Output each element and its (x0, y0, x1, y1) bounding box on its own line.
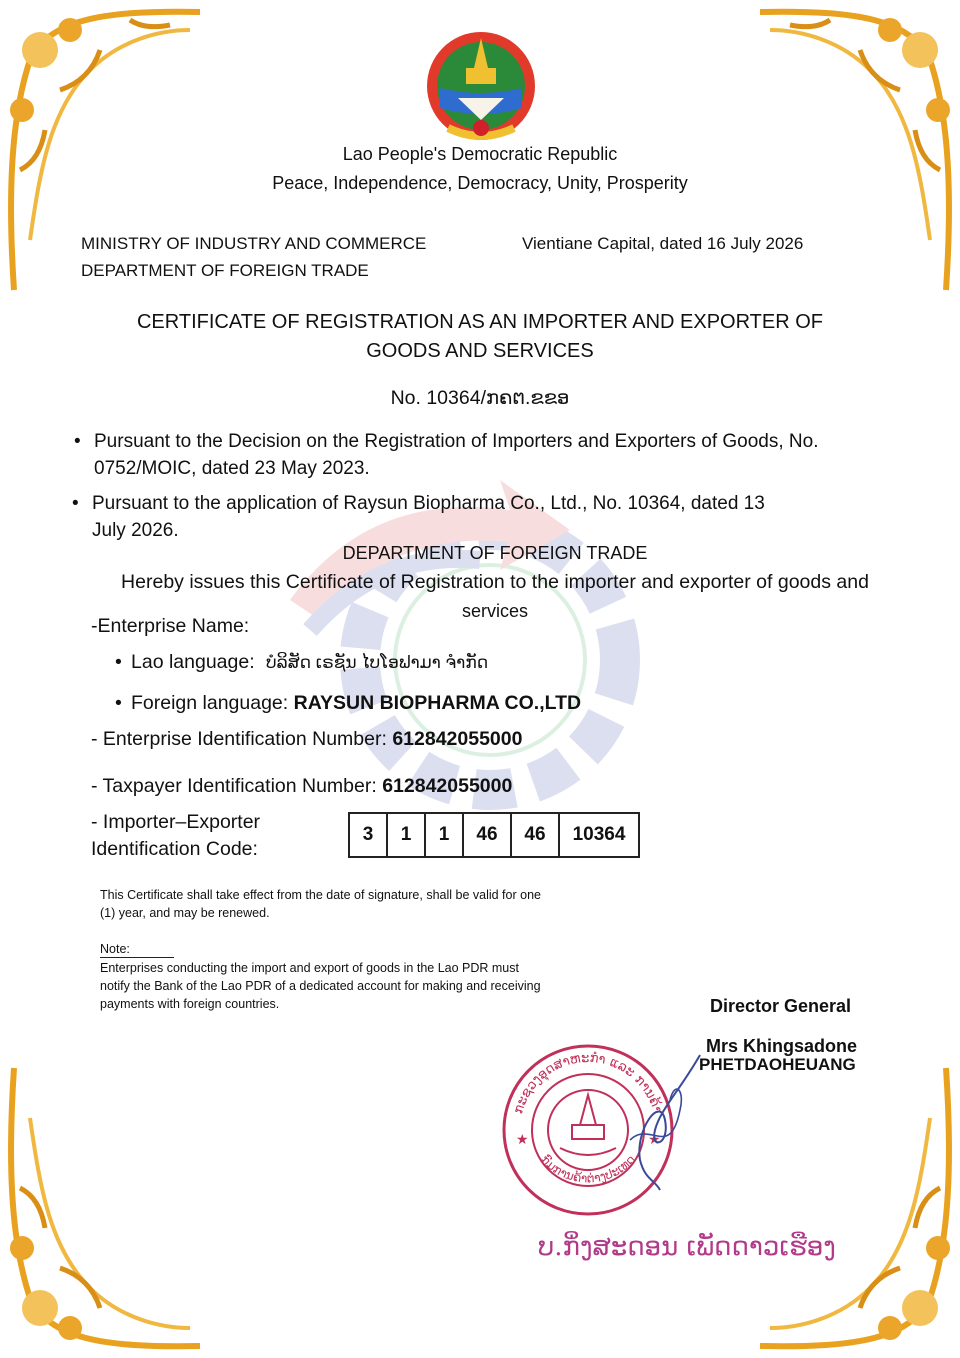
taxpayer-id-label: - Taxpayer Identification Number: (91, 775, 377, 797)
pursuant-line: Pursuant to the application of Raysun Biopharma Co., Ltd., No. 10364, dated 13 (92, 493, 765, 514)
place-and-date: Vientiane Capital, dated 16 July 2026 (522, 234, 804, 253)
signatory-title: Director General (710, 996, 852, 1016)
country-name: Lao People's Democratic Republic (342, 144, 618, 164)
importer-exporter-code-label-line2: Identification Code: (91, 838, 258, 860)
enterprise-id-label: - Enterprise Identification Number: (91, 728, 387, 750)
lao-language-label: Lao language: (131, 651, 255, 673)
foreign-language-label: Foreign language: (131, 692, 289, 714)
handwritten-signature (600, 1050, 720, 1200)
lao-name-row (115, 651, 489, 674)
bullet-dot: • (115, 692, 122, 714)
signatory-lao-name: ບ.ກິ່ງສະດອນ ເພັດດາວເຮືອງ (538, 1232, 836, 1262)
taxpayer-id-row (91, 775, 512, 798)
svg-text:★: ★ (516, 1131, 529, 1147)
pursuant-line: 0752/MOIC, dated 23 May 2023. (94, 458, 370, 479)
validity-line: (1) year, and may be renewed. (100, 906, 270, 920)
taxpayer-id-value: 612842055000 (382, 775, 513, 797)
national-motto: Peace, Independence, Democracy, Unity, Prosperity (272, 173, 688, 193)
seal-top-text: ກະຊວງອຸດສາຫະກຳ ແລະ ການຄ້າ (511, 1050, 665, 1116)
svg-text:★: ★ (648, 1131, 661, 1147)
enterprise-id-row (91, 728, 522, 751)
code-cell: 1 (387, 813, 425, 857)
certificate-number: No. 10364/ກຄຕ.ຂຂອ (390, 387, 570, 409)
corner-ornament-bottom-right (740, 1058, 960, 1358)
signatory-name-line1: Mrs Khingsadone (706, 1036, 858, 1056)
bullet-dot: • (74, 431, 81, 452)
code-cell: 46 (463, 813, 511, 857)
ministry-name: MINISTRY OF INDUSTRY AND COMMERCE (81, 234, 427, 253)
code-cell: 1 (425, 813, 463, 857)
importer-exporter-code-label-line1: - Importer–Exporter (91, 811, 261, 833)
certificate-title-line1: CERTIFICATE OF REGISTRATION AS AN IMPORTER AND EXPORTER OF (136, 311, 824, 333)
issuing-body: DEPARTMENT OF FOREIGN TRADE (342, 543, 648, 563)
seal-bottom-text: ກົມການຄ້າຕ່າງປະເທດ (537, 1152, 639, 1186)
corner-ornament-bottom-left (0, 1058, 220, 1358)
note-line: notify the Bank of the Lao PDR of a dedicated account for making and receiving (100, 979, 541, 993)
certificate-title-line2: GOODS AND SERVICES (366, 340, 594, 362)
note-label: Note: (100, 941, 174, 958)
department-name: DEPARTMENT OF FOREIGN TRADE (81, 261, 369, 280)
pursuant-line: July 2026. (92, 520, 179, 541)
pursuant-line: Pursuant to the Decision on the Registration of Importers and Exporters of Goods, No. (94, 431, 819, 452)
validity-line: This Certificate shall take effect from the date of signature, shall be valid for one (100, 888, 541, 902)
importer-exporter-code-table (348, 812, 640, 858)
code-cell: 10364 (559, 813, 639, 857)
code-cell: 46 (511, 813, 559, 857)
foreign-language-value: RAYSUN BIOPHARMA CO.,LTD (293, 692, 582, 714)
lao-national-emblem (418, 28, 544, 144)
pursuant-item (72, 490, 892, 544)
bullet-dot: • (72, 493, 79, 514)
foreign-name-row (115, 692, 582, 715)
note-line: payments with foreign countries. (100, 997, 280, 1011)
code-cell: 3 (349, 813, 387, 857)
issues-statement-line2: services (461, 601, 528, 621)
pursuant-item (74, 428, 894, 482)
enterprise-id-value: 612842055000 (392, 728, 523, 750)
note-line: Enterprises conducting the import and export of goods in the Lao PDR must (100, 961, 519, 975)
issues-statement-line1: Hereby issues this Certificate of Registration to the importer and exporter of goods and (121, 571, 869, 593)
signatory-name-line2: PHETDAOHEUANG (699, 1055, 856, 1074)
bullet-dot: • (115, 651, 122, 673)
lao-language-value: ບໍລິສັດ ເຣຊັນ ໄບໂອຟາມາ ຈຳກັດ (266, 653, 489, 672)
enterprise-name-label: -Enterprise Name: (91, 615, 250, 637)
